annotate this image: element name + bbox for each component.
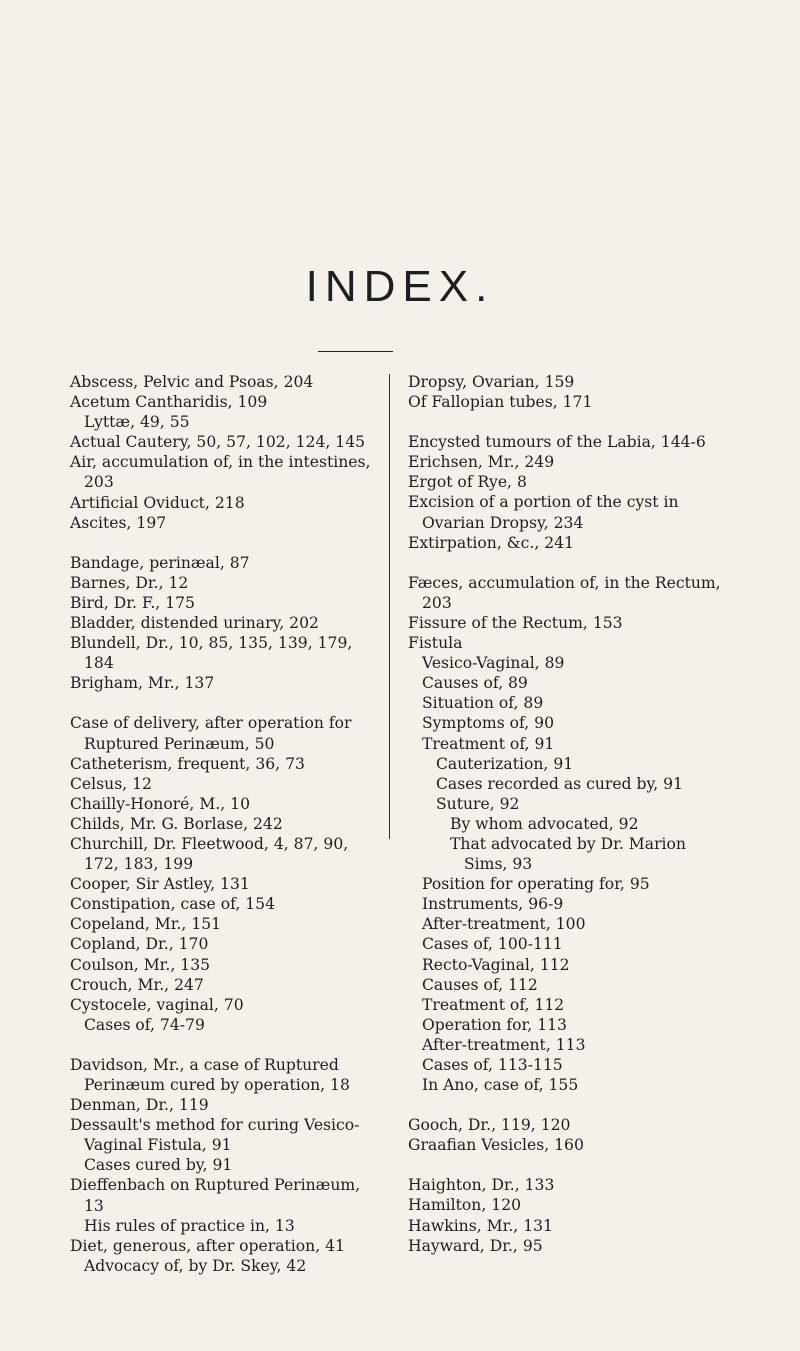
index-entry: Operation for, 113 [422, 1015, 567, 1034]
index-entry: Instruments, 96-9 [422, 895, 564, 914]
index-entry: Churchill, Dr. Fleetwood, 4, 87, 90, 172, 183, 199 [70, 834, 349, 874]
index-entry: Position for operating for, 95 [422, 875, 650, 894]
index-entry: Treatment of, 112 [422, 995, 565, 1014]
index-entry: Causes of, 112 [422, 975, 538, 994]
index-entry: Hayward, Dr., 95 [408, 1236, 543, 1255]
index-entry: Suture, 92 [436, 794, 520, 813]
index-entry: Cases of, 74-79 [84, 1015, 205, 1034]
index-entry: Dropsy, Ovarian, 159 [408, 373, 575, 391]
index-entry: After-treatment, 100 [422, 915, 586, 934]
index-entry: Gooch, Dr., 119, 120 [408, 1116, 571, 1135]
index-entry: Cystocele, vaginal, 70 [70, 995, 244, 1014]
index-entry: That advocated by Dr. Marion Sims, 93 [450, 834, 686, 874]
index-entry: Encysted tumours of the Labia, 144-6 [408, 433, 706, 452]
index-entry: Of Fallopian tubes, 171 [408, 393, 593, 412]
index-entry: Cases of, 100-111 [422, 935, 563, 954]
index-entry: Celsus, 12 [70, 774, 152, 793]
index-entry: Bird, Dr. F., 175 [70, 593, 195, 612]
index-entry: Ergot of Rye, 8 [408, 473, 527, 492]
index-entry: In Ano, case of, 155 [422, 1076, 579, 1095]
page-title: INDEX. [305, 262, 495, 311]
index-entry: Cooper, Sir Astley, 131 [70, 875, 250, 894]
index-entry: Graafian Vesicles, 160 [408, 1136, 584, 1155]
index-entry: Fissure of the Rectum, 153 [408, 613, 623, 632]
index-entry: Cases cured by, 91 [84, 1156, 233, 1175]
index-entry: Dessault's method for curing Vesico-Vaginal Fistula, 91 [70, 1116, 360, 1155]
index-entry: Copeland, Mr., 151 [70, 915, 222, 934]
index-entry: Actual Cautery, 50, 57, 102, 124, 145 [70, 433, 366, 452]
index-column-right [408, 372, 728, 1256]
index-entry: Denman, Dr., 119 [70, 1096, 209, 1115]
index-entry: Cases recorded as cured by, 91 [436, 774, 683, 793]
index-entry: By whom advocated, 92 [450, 814, 639, 833]
index-entry: Cases of, 113-115 [422, 1056, 563, 1074]
index-entry: Air, accumulation of, in the intestines, 203 [70, 453, 371, 492]
index-entry: Cauterization, 91 [436, 754, 574, 773]
index-entry: Erichsen, Mr., 249 [408, 453, 555, 472]
index-entry: Causes of, 89 [422, 674, 528, 693]
index-entry: Lyttæ, 49, 55 [84, 413, 190, 432]
index-entry: Chailly-Honoré, M., 10 [70, 794, 251, 813]
index-entry: Extirpation, &c., 241 [408, 533, 575, 552]
index-entry: Fæces, accumulation of, in the Rectum, 203 [408, 573, 721, 612]
index-entry: His rules of practice in, 13 [84, 1216, 295, 1235]
index-entry: Brigham, Mr., 137 [70, 674, 215, 693]
index-entry: Catheterism, frequent, 36, 73 [70, 754, 305, 773]
index-entry: Situation of, 89 [422, 694, 544, 713]
index-entry: After-treatment, 113 [422, 1035, 586, 1054]
index-entry: Abscess, Pelvic and Psoas, 204 [70, 373, 314, 391]
index-entry: Artificial Oviduct, 218 [70, 493, 245, 512]
index-entry: Case of delivery, after operation for Ruptured Perinæum, 50 [70, 714, 352, 753]
index-entry: Bladder, distended urinary, 202 [70, 614, 319, 633]
index-entry: Crouch, Mr., 247 [70, 975, 204, 994]
index-entry: Childs, Mr. G. Borlase, 242 [70, 814, 283, 833]
index-entry: Hamilton, 120 [408, 1196, 522, 1215]
index-entry: Bandage, perinæal, 87 [70, 553, 250, 572]
title-rule [318, 351, 393, 352]
index-entry: Davidson, Mr., a case of Ruptured Perinæum cured by operation, 18 [70, 1055, 350, 1094]
column-divider [389, 374, 390, 839]
index-entry: Haighton, Dr., 133 [408, 1176, 555, 1195]
index-entry: Ascites, 197 [70, 513, 167, 532]
index-entry: Advocacy of, by Dr. Skey, 42 [84, 1256, 307, 1275]
index-entry: Hawkins, Mr., 131 [408, 1216, 553, 1235]
index-entry: Acetum Cantharidis, 109 [70, 393, 268, 412]
index-entry: Treatment of, 91 [422, 734, 555, 753]
index-entry: Symptoms of, 90 [422, 714, 555, 733]
index-entry: Fistula [408, 634, 463, 653]
index-entry: Barnes, Dr., 12 [70, 573, 189, 592]
index-entry: Blundell, Dr., 10, 85, 135, 139, 179, 184 [70, 634, 353, 673]
index-column-left [70, 372, 380, 1276]
index-entry: Copland, Dr., 170 [70, 935, 209, 954]
index-entry: Recto-Vaginal, 112 [422, 955, 570, 974]
index-entry: Vesico-Vaginal, 89 [422, 654, 565, 673]
index-entry: Excision of a portion of the cyst in Ovarian Dropsy, 234 [408, 493, 679, 532]
index-entry: Constipation, case of, 154 [70, 895, 275, 914]
index-entry: Diet, generous, after operation, 41 [70, 1236, 345, 1255]
index-entry: Coulson, Mr., 135 [70, 955, 211, 974]
index-entry: Dieffenbach on Ruptured Perinæum, 13 [70, 1176, 361, 1215]
